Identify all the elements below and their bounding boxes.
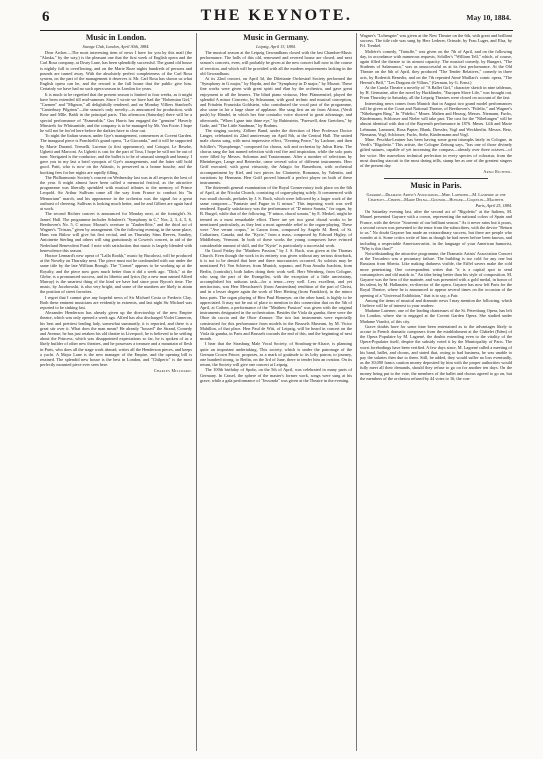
paragraph: I regret that I cannot give any hopeful news of Sir Michael Costa or Frederic Clay. Both these eminent musicians are evidently in extremis, and last night Sir Michael was reported to be sinking fast.: [40, 294, 192, 310]
paragraph: Madame Laterner, one of the leading chanteuses of the St. Petersburg Opera, has left for London, where she is engaged at the Covent Garden Opera. She studied under Madame Viardot, of this city.: [360, 308, 512, 324]
paragraph: Dear Archer.—The most interesting item of news I have for you by this mail (the "Alaska," by the way,) is the pleasant one that the first week of English opera and the Carl Rosa company, at Drury Lane, has been splendidly successful. The grand old house is nightly full to overflowing, and on the Marie Roze nights hundreds of persons and pounds are turned away. With the absolutely perfect completeness of the Carl Rosa system, on the part of the management it deserves it. Mr. Carl Rosa has shown us what English opera can be, and the reward is the full house that the public give him. Certainly we have had no such opera season in London for years.: [40, 50, 192, 92]
column-continued-and-paris: [360, 33, 512, 751]
paragraph: On Saturday evening last, after the second act of "Rigoletto" at the Italiens, M. Maurel presented Gayarre with a crown, representing the national colors of Spain and France, with the device "Souvenir of our brilliant season." As it never rains but it pours, a second crown was presented to the tenor from the subscribers, with the device "Return to us." No doubt Gayarre has made an extraordinary success, but there are people who wonder at it. Some critics write of him as though he had never before been known, and including a respectable American-artist. in the language of your American humorist, "Why is this thus?": [360, 209, 512, 251]
section-heading: Music in Germany.: [243, 33, 309, 42]
issue-date: May 10, 1884.: [466, 13, 511, 22]
page-number: 6: [42, 9, 50, 25]
paragraph: On Good Friday the "Matthew Passion," by J. S. Bach, was given at the Thomas Church. Even though the work in its entirety was given without any serious drawback, it is not to be denied that here and there inaccuracies occurred. As soloists may be mentioned Frl. Von Schierer, from Munich, soprano, and Frau Amalia Joachim, from Berlin, (contralto), both ladies doing their work well. Herr Wernberg, from Cologne, who sang the part of the Evangelist, with the exception of a little uncertainty, accomplished his arduous task—for a tenor—very well. Less excellent, and yet meritorious, was Herr Messchaert's (from Amsterdam) rendition of the part of Christ, and in a lesser degree again the work of Herr Herting (from Frankfort), in the minor bass parts. The organ playing of Herr Paul Homeyer, on the other hand, is highly to be appreciated. It may not be out of place to mention in this connection that on the 5th of April, at Cothen, a performance of the "Matthew Passion" was given with the original instruments designated in the orchestration. Besides the Viola da gamba, there were the Oboe da caccia and the Oboe d'amore. The two last instruments were especially constructed for this performance from models in the Brussels Museum, by M. Victor Mahillon, of that place. Herr Paul de Witt, of Leipzig, will be heard in concert on the Viola da gamba, in Paris and Brussels towards the end of this, and the beginning of next month.: [200, 247, 352, 342]
paragraph: The thirteenth general examination of the Royal Conservatory took place on the 6th of April, at the Nicolai Church, consisting of organ-playing solely. It commenced with two small chorals, preludes by J. S. Bach, which were followed by a larger work of the same composer—"Fantasie and Fugue in G minor." This imposing work was well rendered. Equally satisfactory was the performance of "D minor Sonata," for organ, by B. Burgel, while that of the following, "F minor, choral sonata," by E. Merkel, might be termed as a most remarkable effort. There are yet two great choral works to be mentioned particularly, as they lent a most agreeable relief to the organ-playing. These were "Ave verum corpus," in Canon form, composed by Angelo M. Reed, of St. Catharines, Canada, and the "Kyrie," from a mass, composed by Edward Higley, of Middlebury, Vermont. In both of these works the young composers have evinced considerable amount of skill, and the "Kyrie" is particularly a successful work.: [200, 185, 352, 248]
paragraph: To night the Italian season, under Gye's management, commences at Covent Garden. The inaugural piece is Ponchielli's grand opera, "La Gioconda," and it will be supported by Marie Durand, Tremelli, Lucenar (a first appearance), and Cotogni, Le Reszke, Ughetti and Marconi. As Ughetti is cast for the part of Tosa, I hope he will not be out of tune. Navigated is the conductor, and the ballet is to be of unusual strength and beauty. I gave you in my last a brief synopsis of Gye's arrangements, and the latter still hold good. Patti, who is now on the Atlantic, is preserved as a bonne bouche, and the booking fees for her nights are rapidly filling.: [40, 133, 192, 175]
paragraph: The singing society, Zöllner Bund, under the direction of Herr Professor Doctor Langer, celebrated its 22nd anniversary on April 8th, at the Central Hall. The united male chorus sang, with most impressive effect, "Evening Peace," by Lachner, and then Schiller's "Nymphenge," composed for chorus, soli and orchestra by Julius Rietz. The chorus sang the last named selection with real fire and inspiration, while the solo parts were filled by Messrs. Solomon and Trautermann. After a number of selections by Rheinberger, Lange and Reinecke, came several solos of different instruments. Herr Griff executed, with great virtuosity, the Adagio for Bassethorn, with orchestral accompaniment by Kiel, and two pieces for Clarinette, Romanza, by Valentin, and variations by Hermann. Herr Griff proved himself a perfect player on both of these instruments.: [200, 128, 352, 186]
paragraph: The second Richter concert is announced for Monday next, at the fortnight's St. James' Hall. The programme includes Schubert's "Symphony in C," Nos. 2, 3, 4, 5, 6, Beethoven's No. 5, C minor; Mozart's overture to "Zauberflöte," and the third act of Wagner's "Tristan," given by arrangement. On the following evening, in the same place, Hans von Bülow will give his first recital, and on Thursday Sims Reeves, Santley, Antoinette Sterling and others will sing gratuitously at Cowen's concert, in aid of the Nederland Benevolent Fund. I note with satisfaction that music is largely blended with benevolence this season.: [40, 211, 192, 253]
newspaper-page: [40, 6, 513, 754]
section-subheads: Gayarré—Dramatic Artist's Association—Mme. Laterner—M. Lasserre at the Chatelet—Chopin—Marie Delna—Gounod—Hunger—Coquelin—Macbeth.: [366, 192, 506, 203]
author-signature: Arno Richter.: [483, 169, 512, 175]
paragraph: Notwithstanding the attractive programme, the Dramatic Artists' Association Concert at the Trocadero was a pecuniary failure. The building is too cold for any one but Russians from Siberia. Like making darkness visible, the Eiffel savers make the cold more penetrating. One correspondent writes that "it is a capital spot to send consumptives and old maids to." An idea being better than his style of composition. M. Gayarre was the hero of the matinée, and was presented with a gold medal, in honor of his talent, by M. Hallanzier, ex-director of the opera. Gayarre has now left Paris for the Royal Theatre, where he is announced to appear several times on the occasion of the opening of a "Universal Exhibition," that is to say, a Fair.: [360, 250, 512, 298]
paragraph: Mme. Peschka-Leutner has been having some great triumphs lately in Cologne, in Verdi's "Rigoletto." This artiste, the Cologne Zeitung says, "has one of those divinely gifted natures, capable of yet increasing the compass—already over three octaves—of her voice. Her marvelous technical perfection in every species of coloratur, from the most dazzling staccati to the most daring trills, stamp her as one of the greatest singers of the present day.: [360, 137, 512, 169]
dateline: Leipzig, April 13, 1884.: [256, 44, 296, 49]
paragraph: At the Carola Theatre a novelty of "A Ballet Girl," character sketch in nine tableaux, by H. Germaine, after the novel by Hackländer, "Europen Slave Life," was brought out. From Thursday to Saturday, all the Leipzig Theatres were closed on account of the fast.: [360, 85, 512, 101]
paragraph: The Philharmonic Society's concert on Wednesday last was in all respects the best of the year. It might almost have been called a memorial festival, as the attractive programme was liberally sprinkled with musical tributes to the memory of Prince Leopold. Sir Arthur Sullivan came all the way from France to conduct his "In Memoriam" march, and his appearance in the orchestra was the signal for a great outburst of cheering. Sullivan is looking much better, and he and Gilbert are again hard at work.: [40, 174, 192, 212]
section-divider: [384, 178, 488, 179]
paragraph: The musical season at the Leipzig Gewandhaus closed with the last Chamber-Music performance. The halls of this old, renowned and revered house are closed, and next season's concerts, even, will probably be given at the new concert hall now in the course of erection, and which will be provided with all the modern requirements lacking in the old Gewandhaus.: [200, 50, 352, 76]
column-music-in-london: [40, 33, 192, 751]
dateline: Savage Club, London, April 30th, 1884.: [82, 44, 150, 49]
paragraph: Alexander Henderson has already given up the directorship of the new Empire theatre, which was only opened a week ago. Alfred has also discharged Violet Cameron, his best and prettiest leading lady, somewhat summarily, it is reported, and there is a great stir over it. What does the man mean? He already "bossed" the Strand, Comedy and Avenue; he has just retaken his old theatre in Liverpool, he is believed to be settling about the Princess, which was disappointed expectations so far, he is spoken of as a likely builder of other new theatres, and he possesses a treasure and a mountain of flesh in Paris, who does all the stage work abroad, writes all the Henderson pieces, and keeps a yacht. A Major Lane is the new manager of the Empire, and the opening bill is retained. The splendid new house is the best in London, and "Chilperic" is the most perfectly mounted piece ever seen here.: [40, 310, 192, 368]
paragraph: Interesting news comes from Munich that in August two grand model performances will be given at the Court and National Theatre, of Beethoven's "Fidelio," and Wagner's "Nibelungen Ring." In "Fidelio," Mmes. Malten and Herzog, Messrs. Niemann, Fuchs, Kindermann, Schlosser and Nieler will take part. The cast for the "Nibelungen" will be almost identical with that of the Bayreuth performance in 1876. Mmes. Lilli and Marie Lehmann, Lammert, Rosa Papier, Blank, Dressler, Vogl and Weckherlin. Messrs. Betz, Niemann, Vogl, Schlosser, Fuchs, Siehr, Kindermann and Vogl.: [360, 100, 512, 137]
dateline: Paris, April 25, 1884.: [475, 203, 512, 209]
section-heading: Music in Paris.: [410, 181, 462, 191]
paragraph: Molière's comedy, "Tartuffe," was given on the 7th of April, and on the following day, in accordance with numerous requests, Schiller's "William Tell," which, of course, again filled the theatre to its utmost capacity. The musical comedy, by Bungert, "The Students of Salamanca," was as unsuccessful as at its first performance. At the Old Theatre on the 6th of April, they produced "The Tender Relatives," comedy in three acts, by Roderick Benedix, and on the 7th repeated Aimé Maillart's comic opera, "The Hermit's Bell," "Les Dragons de Villars," (German, by G. Ernst.): [360, 48, 512, 85]
paragraph: At its 22nd concert, on April 3d, the Dilettante Orchestral Society performed the "Symphony in G major," by Haydn, and the "Symphony in D major," by Mozart. These fine works were given with great spirit and élan by the orchestra, and gave great enjoyment to all the hearers. The blind piano virtuoso, Herr Pfannenstiel, played the splendid A minor Concerto, by Schumann, with good technic and musical conception, and Fräulein Franziska Goldstein, who contributed the vocal part of the programme, also came in for a large share of applause. She sang first an air from Alcina, (Verdi push) by Händel, in which her fine contralto voice showed to great advantage, and afterwards, "When I gaze into thine eye," by Rubinstein, "Farewell, dear Gretchen," by Gade, and "The Little Sandman," by Brahms.: [200, 76, 352, 128]
publication-title: THE KEYNOTE.: [200, 7, 353, 24]
paragraph: Horace Lennard's new opera of "Lalla Rookh," music by Bucalossi, will be produced at the Novelty on Thursday next. The piece must not be confounded with our under the same title by the late William Brough. The "Comet" appears to be working up at the Royalty, and the piece now goes much better than it did a week ago. "Dick," at the Globe, is a pronounced success, and its libretto and lyrics (by a new man named Alfred Murray) is the smartest thing of the kind we have had since poor Byron's time. The music, by Jacobowski, is also very bright, and some of the numbers are likely to attain the position of street favorites.: [40, 252, 192, 295]
paragraph: Grave doubts have for some time been entertained as to the advantages likely to accrue to French dramatic composers from the establishment at the Châtelet (Eden) of the Opera Populaire by M. Lagrené, the doubts extending even to the vitality of the Opera-Populaire itself, despite the subsidy voted it by the Municipality of Paris. The worst forebodings have been verified. A few days since, M. Lagrené called a meeting of his band, ballet, and chorus, and stated that, owing to bad business, he was unable to pay the salaries then due to them. Still, he added, they would suffer no loss eventually, as the 30,000 francs caution money deposited by him with the proper authorities would fully meet all their demands, should they refuse to go on for another ten days. On the money being put to the vote, the members of the ballet and chorus agreed to go on, but the members of the orchestra refused by 44 votes to 16, the con-: [360, 323, 512, 381]
paragraph: The 100th birthday of Spohr, on the 5th of April, was celebrated in many parts of Germany. In Cassel, the sphere of the master's former work, songs were sung at his grave, while a gala performance of "Jessonda" was given at the Theatre in the evening.: [200, 367, 352, 383]
column-music-in-germany: [200, 33, 352, 751]
section-heading: Music in London.: [85, 33, 147, 42]
author-signature: Charles Millward.: [153, 368, 192, 374]
paragraph: Among the items of musical and dramatic news I may mention the following, which I believe will be of interest to your readers:: [360, 297, 512, 308]
page-header: [40, 6, 513, 31]
column-rule: [196, 33, 197, 751]
paragraph: It is much to be regretted that the present season is limited to four weeks, as it might have been extended till mid-summer. Since I wrote we have had the "Bohemian Girl," "Carmen" and "Mignon," all delightfully rendered, and on Monday Villiers Stanford's "Canterbury Pilgrims"—the season's only novelty—is announced for production, with Rose and Mlle. Baldi in the principal parts. This afternoon (Saturday) there will be a special performance of "Esmeralda." Gus Harris has engaged the "genuine" Haverly Minstrels for Whitsuntide, and the company is to be managed by Mr. Van Foote. I hope he will not be foo'ed here before the darkies have to clear out.: [40, 91, 192, 134]
paragraph: I hear that the Strasburg Male Vocal Society, of Strasburg-in-Alsace, is planning quite an important undertaking. This society, which is under the patronage of the German Crown Prince, proposes, as a mark of gratitude to its lofty patron, to journey, one hundred strong, to Berlin, on the 3rd of June, there to tender him an ovation. On its return, the Society will give one concert at Leipzig.: [200, 341, 352, 368]
paragraph: Wagner's "Lohengrin" was given at the New Theatre on the 6th, with great and brilliant success. The title role was sung by Herr Lederer, Ortrude, by Frau Luger, and Elsa, by Frl. Trenkel.: [360, 33, 512, 49]
columns: [40, 33, 513, 751]
column-rule: [356, 33, 357, 751]
